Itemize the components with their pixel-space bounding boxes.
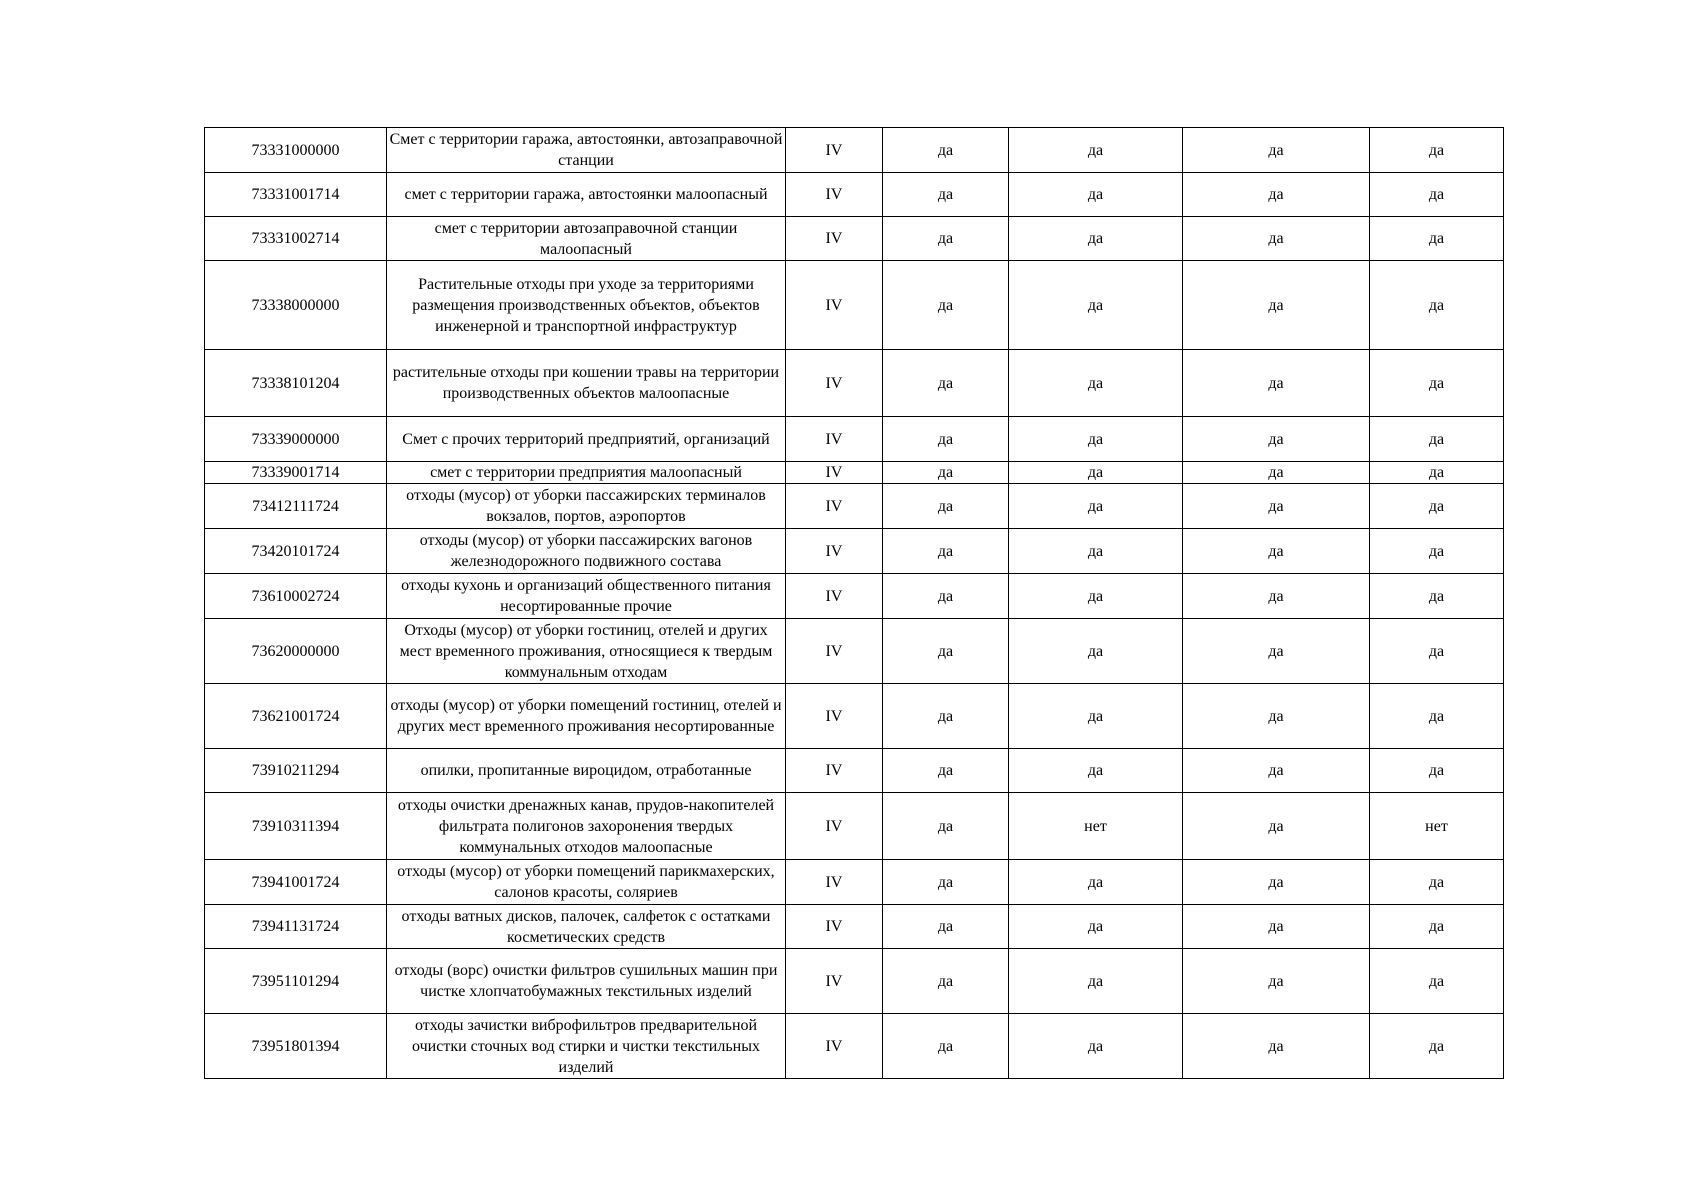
- flag-cell-1: да: [883, 949, 1009, 1014]
- waste-name-cell: опилки, пропитанные вироцидом, отработанные: [387, 749, 786, 793]
- hazard-class-cell: IV: [786, 529, 883, 574]
- hazard-class-cell: IV: [786, 261, 883, 350]
- flag-cell-2: да: [1009, 749, 1183, 793]
- flag-cell-2: да: [1009, 350, 1183, 417]
- flag-cell-2: да: [1009, 619, 1183, 684]
- waste-code-cell: 73941131724: [205, 905, 387, 949]
- hazard-class-cell: IV: [786, 462, 883, 484]
- flag-cell-4: да: [1370, 1014, 1504, 1079]
- table-row: [205, 905, 1504, 949]
- waste-name-cell: Смет с прочих территорий предприятий, организаций: [387, 417, 786, 462]
- flag-cell-3: да: [1183, 684, 1370, 749]
- flag-cell-4: да: [1370, 173, 1504, 217]
- waste-code-cell: 73339000000: [205, 417, 387, 462]
- flag-cell-4: да: [1370, 417, 1504, 462]
- table-row: [205, 462, 1504, 484]
- waste-code-cell: 73338000000: [205, 261, 387, 350]
- flag-cell-1: да: [883, 793, 1009, 860]
- waste-name-cell: смет с территории автозаправочной станции малоопасный: [387, 217, 786, 261]
- flag-cell-3: да: [1183, 217, 1370, 261]
- hazard-class-cell: IV: [786, 574, 883, 619]
- flag-cell-3: да: [1183, 1014, 1370, 1079]
- waste-name-cell: отходы (мусор) от уборки пассажирских терминалов вокзалов, портов, аэропортов: [387, 484, 786, 529]
- flag-cell-4: да: [1370, 860, 1504, 905]
- hazard-class-cell: IV: [786, 417, 883, 462]
- waste-name-cell: смет с территории гаража, автостоянки малоопасный: [387, 173, 786, 217]
- flag-cell-2: да: [1009, 173, 1183, 217]
- waste-name-cell: отходы очистки дренажных канав, прудов-накопителей фильтрата полигонов захоронения твердых коммунальных отходов малоопасные: [387, 793, 786, 860]
- flag-cell-3: да: [1183, 574, 1370, 619]
- flag-cell-1: да: [883, 484, 1009, 529]
- flag-cell-4: да: [1370, 905, 1504, 949]
- table-row: [205, 261, 1504, 350]
- flag-cell-1: да: [883, 217, 1009, 261]
- hazard-class-cell: IV: [786, 484, 883, 529]
- flag-cell-3: да: [1183, 261, 1370, 350]
- flag-cell-4: да: [1370, 484, 1504, 529]
- table-row: [205, 619, 1504, 684]
- flag-cell-3: да: [1183, 860, 1370, 905]
- flag-cell-2: да: [1009, 949, 1183, 1014]
- hazard-class-cell: IV: [786, 217, 883, 261]
- waste-name-cell: смет с территории предприятия малоопасный: [387, 462, 786, 484]
- waste-code-cell: 73951801394: [205, 1014, 387, 1079]
- table-row: [205, 350, 1504, 417]
- flag-cell-1: да: [883, 574, 1009, 619]
- flag-cell-3: да: [1183, 529, 1370, 574]
- waste-code-cell: 73331002714: [205, 217, 387, 261]
- flag-cell-1: да: [883, 1014, 1009, 1079]
- table-row: [205, 949, 1504, 1014]
- flag-cell-3: да: [1183, 619, 1370, 684]
- flag-cell-2: да: [1009, 128, 1183, 173]
- flag-cell-4: нет: [1370, 793, 1504, 860]
- waste-name-cell: отходы (ворс) очистки фильтров сушильных машин при чистке хлопчатобумажных текстильных изделий: [387, 949, 786, 1014]
- flag-cell-1: да: [883, 905, 1009, 949]
- waste-name-cell: Смет с территории гаража, автостоянки, автозаправочной станции: [387, 128, 786, 173]
- hazard-class-cell: IV: [786, 684, 883, 749]
- hazard-class-cell: IV: [786, 749, 883, 793]
- flag-cell-2: да: [1009, 574, 1183, 619]
- flag-cell-2: да: [1009, 217, 1183, 261]
- flag-cell-1: да: [883, 417, 1009, 462]
- table-row: [205, 860, 1504, 905]
- waste-name-cell: отходы (мусор) от уборки помещений парикмахерских, салонов красоты, соляриев: [387, 860, 786, 905]
- flag-cell-4: да: [1370, 128, 1504, 173]
- waste-name-cell: отходы кухонь и организаций общественного питания несортированные прочие: [387, 574, 786, 619]
- flag-cell-1: да: [883, 619, 1009, 684]
- hazard-class-cell: IV: [786, 860, 883, 905]
- table-row: [205, 484, 1504, 529]
- waste-code-cell: 73339001714: [205, 462, 387, 484]
- flag-cell-4: да: [1370, 574, 1504, 619]
- flag-cell-1: да: [883, 529, 1009, 574]
- flag-cell-2: нет: [1009, 793, 1183, 860]
- flag-cell-2: да: [1009, 529, 1183, 574]
- waste-code-cell: 73331000000: [205, 128, 387, 173]
- flag-cell-4: да: [1370, 217, 1504, 261]
- table-row: [205, 684, 1504, 749]
- flag-cell-1: да: [883, 860, 1009, 905]
- waste-name-cell: отходы зачистки виброфильтров предварительной очистки сточных вод стирки и чистки текстильных изделий: [387, 1014, 786, 1079]
- flag-cell-4: да: [1370, 749, 1504, 793]
- flag-cell-2: да: [1009, 462, 1183, 484]
- flag-cell-1: да: [883, 350, 1009, 417]
- flag-cell-2: да: [1009, 905, 1183, 949]
- flag-cell-4: да: [1370, 261, 1504, 350]
- waste-code-cell: 73621001724: [205, 684, 387, 749]
- flag-cell-4: да: [1370, 529, 1504, 574]
- flag-cell-2: да: [1009, 261, 1183, 350]
- hazard-class-cell: IV: [786, 905, 883, 949]
- waste-code-cell: 73610002724: [205, 574, 387, 619]
- hazard-class-cell: IV: [786, 173, 883, 217]
- hazard-class-cell: IV: [786, 949, 883, 1014]
- hazard-class-cell: IV: [786, 128, 883, 173]
- flag-cell-3: да: [1183, 484, 1370, 529]
- waste-name-cell: Растительные отходы при уходе за территориями размещения производственных объектов, объектов инженерной и транспортной инфраструктур: [387, 261, 786, 350]
- waste-code-cell: 73620000000: [205, 619, 387, 684]
- waste-code-cell: 73338101204: [205, 350, 387, 417]
- waste-code-cell: 73941001724: [205, 860, 387, 905]
- flag-cell-4: да: [1370, 684, 1504, 749]
- flag-cell-4: да: [1370, 350, 1504, 417]
- waste-code-cell: 73420101724: [205, 529, 387, 574]
- flag-cell-4: да: [1370, 949, 1504, 1014]
- flag-cell-4: да: [1370, 619, 1504, 684]
- flag-cell-3: да: [1183, 350, 1370, 417]
- table-body: [205, 128, 1504, 1079]
- waste-code-cell: 73910211294: [205, 749, 387, 793]
- waste-code-cell: 73951101294: [205, 949, 387, 1014]
- flag-cell-2: да: [1009, 484, 1183, 529]
- waste-code-cell: 73412111724: [205, 484, 387, 529]
- flag-cell-2: да: [1009, 417, 1183, 462]
- waste-name-cell: Отходы (мусор) от уборки гостиниц, отелей и других мест временного проживания, относящиеся к твердым коммунальным отходам: [387, 619, 786, 684]
- flag-cell-4: да: [1370, 462, 1504, 484]
- hazard-class-cell: IV: [786, 793, 883, 860]
- hazard-class-cell: IV: [786, 350, 883, 417]
- table-row: [205, 217, 1504, 261]
- flag-cell-1: да: [883, 128, 1009, 173]
- table-row: [205, 1014, 1504, 1079]
- waste-name-cell: отходы (мусор) от уборки пассажирских вагонов железнодорожного подвижного состава: [387, 529, 786, 574]
- flag-cell-1: да: [883, 749, 1009, 793]
- flag-cell-1: да: [883, 261, 1009, 350]
- flag-cell-1: да: [883, 684, 1009, 749]
- table-row: [205, 749, 1504, 793]
- flag-cell-3: да: [1183, 462, 1370, 484]
- hazard-class-cell: IV: [786, 619, 883, 684]
- flag-cell-2: да: [1009, 1014, 1183, 1079]
- flag-cell-3: да: [1183, 128, 1370, 173]
- waste-name-cell: отходы ватных дисков, палочек, салфеток с остатками косметических средств: [387, 905, 786, 949]
- waste-name-cell: отходы (мусор) от уборки помещений гостиниц, отелей и других мест временного проживания несортированные: [387, 684, 786, 749]
- flag-cell-2: да: [1009, 860, 1183, 905]
- table-row: [205, 574, 1504, 619]
- table-row: [205, 417, 1504, 462]
- waste-name-cell: растительные отходы при кошении травы на территории производственных объектов малоопасные: [387, 350, 786, 417]
- flag-cell-3: да: [1183, 905, 1370, 949]
- table-row: [205, 173, 1504, 217]
- flag-cell-1: да: [883, 173, 1009, 217]
- flag-cell-3: да: [1183, 949, 1370, 1014]
- hazard-class-cell: IV: [786, 1014, 883, 1079]
- waste-code-cell: 73910311394: [205, 793, 387, 860]
- flag-cell-3: да: [1183, 749, 1370, 793]
- flag-cell-1: да: [883, 462, 1009, 484]
- flag-cell-3: да: [1183, 173, 1370, 217]
- waste-classification-table: [204, 127, 1504, 1079]
- table-row: [205, 793, 1504, 860]
- flag-cell-3: да: [1183, 417, 1370, 462]
- flag-cell-3: да: [1183, 793, 1370, 860]
- waste-code-cell: 73331001714: [205, 173, 387, 217]
- table-row: [205, 128, 1504, 173]
- table-row: [205, 529, 1504, 574]
- flag-cell-2: да: [1009, 684, 1183, 749]
